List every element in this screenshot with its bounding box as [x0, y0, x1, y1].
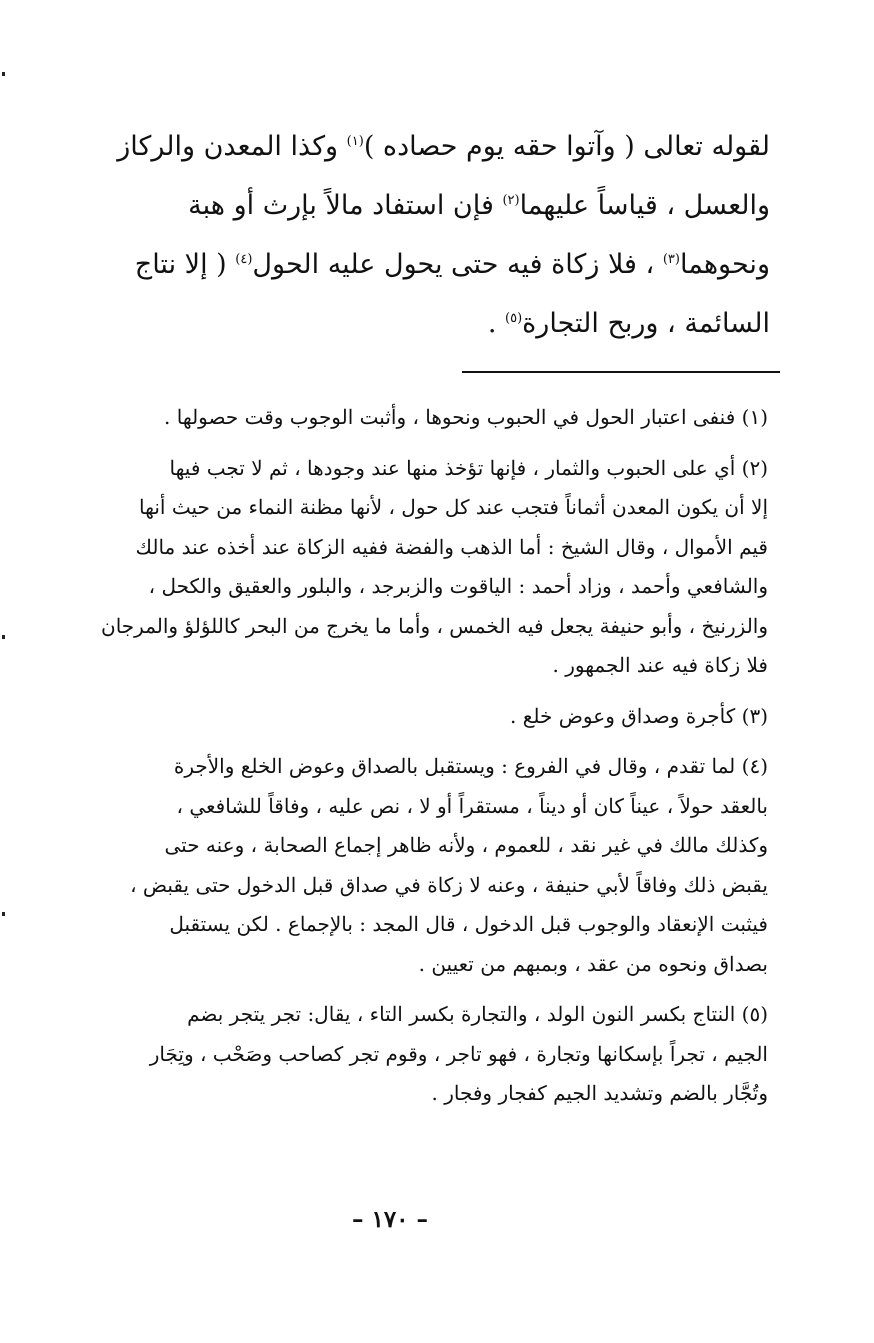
page-number: – ١٧٠ –: [351, 1206, 429, 1233]
main-text-segment: ، فلا زكاة فيه حتى يحول عليه الحول: [252, 249, 663, 280]
footnote-4: [40, 747, 768, 984]
footnote-line: (٤) لما تقدم ، وقال في الفروع : ويستقبل بالصداق وعوض الخلع والأجرة: [173, 754, 768, 778]
scan-speck: [2, 912, 5, 916]
footnote-reference: (٣): [662, 252, 680, 267]
footnote-reference: (٥): [505, 311, 523, 326]
footnote-line: وكذلك مالك في غير نقد ، للعموم ، ولأنه ظاهر إجماع الصحابة ، وعنه حتى: [164, 833, 768, 857]
footnote-line: بصداق ونحوه من عقد ، وبمبهم من تعيين .: [418, 951, 768, 976]
footnote-line: وتُجَّار بالضم وتشديد الجيم كفجار وفجار .: [431, 1081, 768, 1105]
footnote-line: إلا أن يكون المعدن أثماناً فتجب عند كل حول ، لأنها مظنة النماء من حيث أنها: [139, 495, 768, 519]
main-text-line: [44, 294, 770, 353]
main-text-segment: .: [487, 308, 506, 339]
scan-speck: [2, 635, 5, 639]
footnote-1: [40, 398, 768, 438]
main-text-segment: وكذا المعدن والركاز: [117, 131, 347, 162]
footnote-line: الجيم ، تجراً بإسكانها وتجارة ، فهو تاجر ، وقوم تجر كصاحب وصَحْب ، وتِجَار: [149, 1041, 768, 1066]
main-text-segment: السائمة ، وربح التجارة: [522, 308, 770, 339]
main-text-segment: والعسل ، قياساً عليهما: [519, 190, 770, 221]
footnote-2: [40, 449, 768, 686]
footnote-line: (٣) كأجرة وصداق وعوض خلع .: [510, 703, 768, 728]
footnote-reference: (٢): [502, 193, 520, 208]
footnote-line: بالعقد حولاً ، عيناً كان أو ديناً ، مستقراً أو لا ، نص عليه ، وفاقاً للشافعي ،: [176, 793, 768, 818]
footnote-line: يقبض ذلك وفاقاً لأبي حنيفة ، وعنه لا زكاة في صداق قبل الدخول حتى يقبض ،: [130, 872, 768, 897]
main-text-line: [44, 117, 770, 176]
footnote-line: فلا زكاة فيه عند الجمهور .: [552, 653, 768, 677]
footnote-5: [40, 995, 768, 1114]
main-text-line: [44, 176, 770, 235]
main-text-segment: ( إلا نتاج: [134, 249, 236, 280]
footnote-line: والشافعي وأحمد ، وزاد أحمد : الياقوت والزبرجد ، والبلور والعقيق والكحل ،: [148, 574, 768, 598]
footnote-separator: [462, 371, 780, 373]
footnotes: [40, 398, 768, 1125]
footnote-reference: (١): [346, 134, 364, 149]
footnote-line: (١) فنفى اعتبار الحول في الحبوب ونحوها ، وأثبت الوجوب وقت حصولها .: [164, 405, 768, 429]
footnote-line: قيم الأموال ، وقال الشيخ : أما الذهب والفضة ففيه الزكاة عند أخذه عند مالك: [135, 534, 768, 559]
main-text-segment: فإن استفاد مالاً بإرث أو هبة: [188, 190, 503, 221]
main-text-segment: ونحوهما: [679, 249, 770, 280]
main-text: [44, 117, 770, 353]
footnote-line: (٢) أي على الحبوب والثمار ، فإنها تؤخذ منها عند وجودها ، ثم لا تجب فيها: [169, 455, 768, 480]
footnote-reference: (٤): [235, 252, 253, 267]
footnote-line: والزرنيخ ، وأبو حنيفة يجعل فيه الخمس ، وأما ما يخرج من البحر كاللؤلؤ والمرجان: [101, 613, 768, 638]
footnote-3: [40, 697, 768, 737]
main-text-segment: لقوله تعالى ( وآتوا حقه يوم حصاده ): [363, 131, 770, 162]
scan-speck: [2, 72, 5, 76]
footnote-line: (٥) النتاج بكسر النون الولد ، والتجارة بكسر التاء ، يقال: تجر يتجر بضم: [187, 1002, 768, 1026]
footnote-line: فيثبت الإنعقاد والوجوب قبل الدخول ، قال المجد : بالإجماع . لكن يستقبل: [169, 912, 768, 936]
main-text-line: [44, 235, 770, 294]
